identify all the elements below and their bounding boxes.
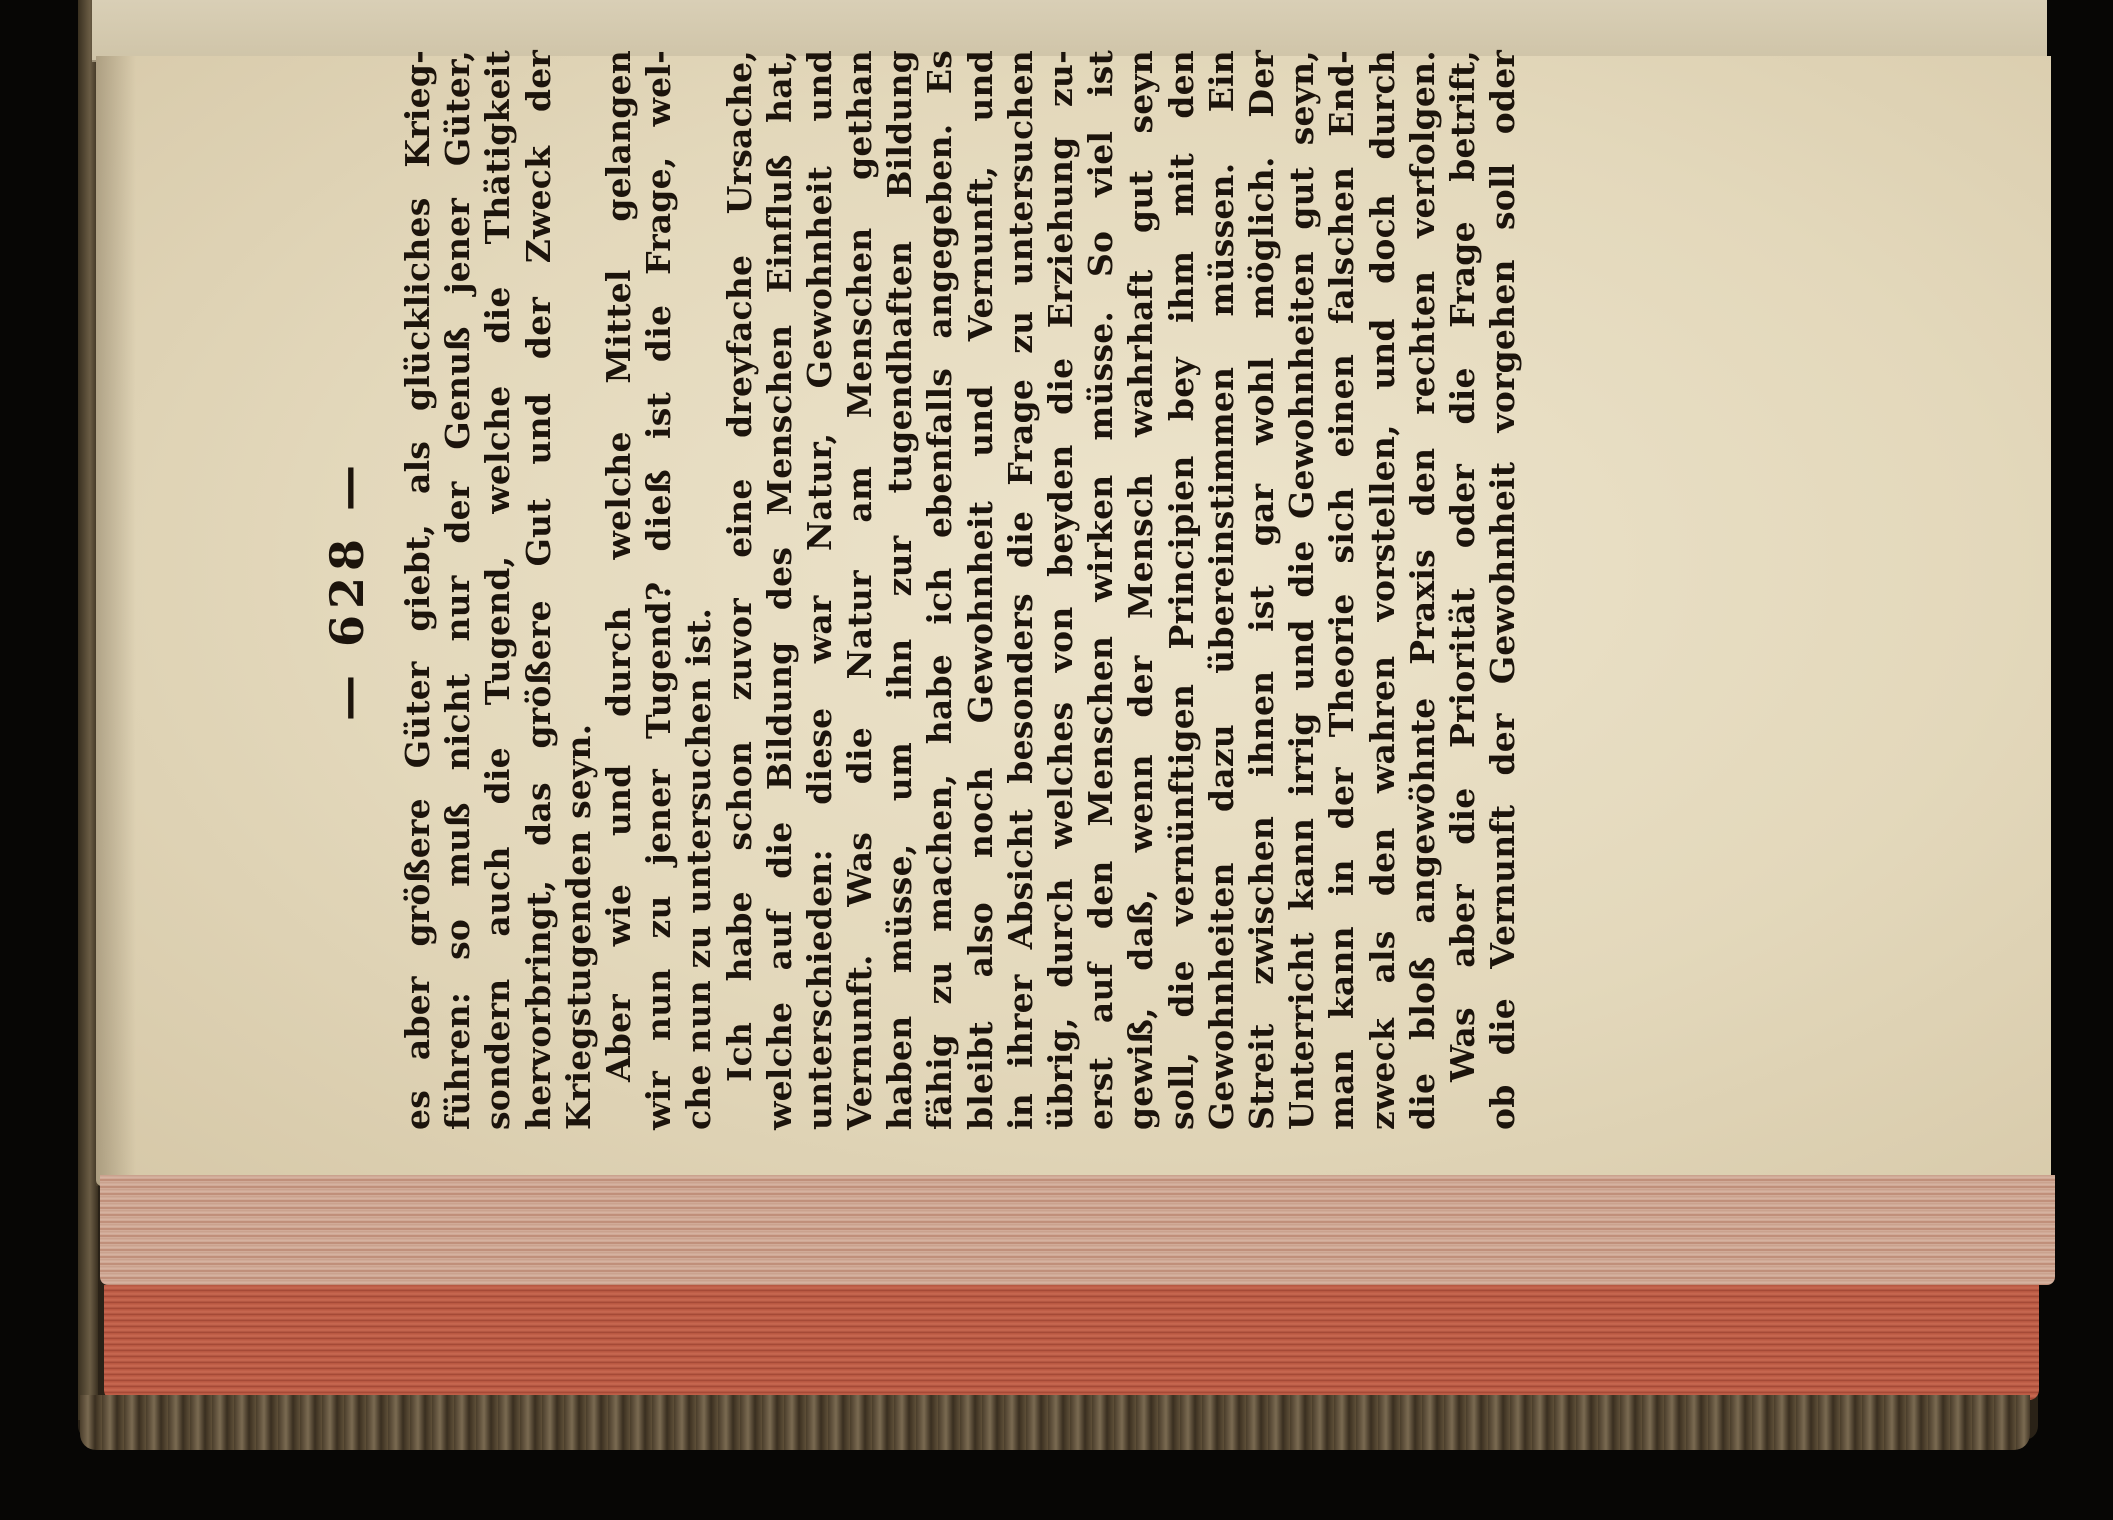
text-line: Was aber die Priorität oder die Frage betrift,	[1442, 50, 1482, 1082]
text-line: man kann in der Theorie sich einen falschen End-	[1322, 50, 1362, 1130]
text-line: Vernunft. Was die Natur am Menschen gethan	[840, 50, 880, 1130]
text-line: fähig zu machen, habe ich ebenfalls angegeben. Es	[920, 50, 960, 1130]
text-line: Aber wie und durch welche Mittel gelangen	[598, 50, 638, 1082]
text-line: sondern auch die Tugend, welche die Thätigkeit	[478, 50, 518, 1130]
body-text	[398, 50, 1523, 1130]
text-line: hervorbringt, das größere Gut und der Zweck der	[518, 50, 558, 1130]
text-line: übrig, durch welches von beyden die Erziehung zu-	[1041, 50, 1080, 1130]
text-line: Gewohnheiten dazu übereinstimmen müssen. Ein	[1201, 50, 1241, 1130]
text-line: Kriegstugenden seyn.	[558, 723, 598, 1130]
page-number-header: — 628 —	[320, 458, 374, 722]
text-line: wir nun zu jener Tugend? dieß ist die Frage, wel-	[639, 50, 679, 1130]
text-line: es aber größere Güter giebt, als glückliches Krieg-	[398, 50, 437, 1130]
page-edges-upper	[100, 1175, 2055, 1285]
text-line: erst auf den Menschen wirken müsse. So viel ist	[1081, 50, 1121, 1130]
text-line: führen: so muß nicht nur der Genuß jener Güter,	[438, 50, 478, 1130]
text-line: soll, die vernünftigen Principien bey ihm mit den	[1161, 50, 1201, 1130]
text-line: welche auf die Bildung des Menschen Einfluß hat,	[759, 50, 799, 1130]
book-spine	[78, 0, 98, 1420]
text-line: gewiß, daß, wenn der Mensch wahrhaft gut seyn	[1121, 50, 1161, 1130]
text-line: ob die Vernunft der Gewohnheit vorgehen soll oder	[1483, 50, 1523, 1130]
page-edges-red	[104, 1285, 2039, 1400]
page-gutter-shadow	[96, 56, 136, 1186]
text-line: bleibt also noch Gewohnheit und Vernunft, und	[960, 50, 1000, 1130]
text-line: che nun zu untersuchen ist.	[679, 607, 719, 1130]
rotated-text-block	[320, 50, 1760, 1130]
text-line: unterschieden: diese war Natur, Gewohnheit und	[799, 50, 839, 1130]
text-line: die bloß angewöhnte Praxis den rechten verfolgen.	[1402, 50, 1442, 1130]
text-line: zweck als den wahren vorstellen, und doch durch	[1362, 50, 1402, 1130]
cover-bottom-edge	[80, 1395, 2030, 1450]
text-line: haben müsse, um ihn zur tugendhaften Bildung	[880, 50, 920, 1130]
text-line: in ihrer Absicht besonders die Frage zu untersuchen	[1000, 50, 1040, 1130]
text-line: Unterricht kann irrig und die Gewohnheiten gut seyn,	[1282, 50, 1322, 1130]
text-line: Streit zwischen ihnen ist gar wohl möglich. Der	[1241, 50, 1281, 1130]
text-line: Ich habe schon zuvor eine dreyfache Ursache,	[719, 50, 759, 1082]
